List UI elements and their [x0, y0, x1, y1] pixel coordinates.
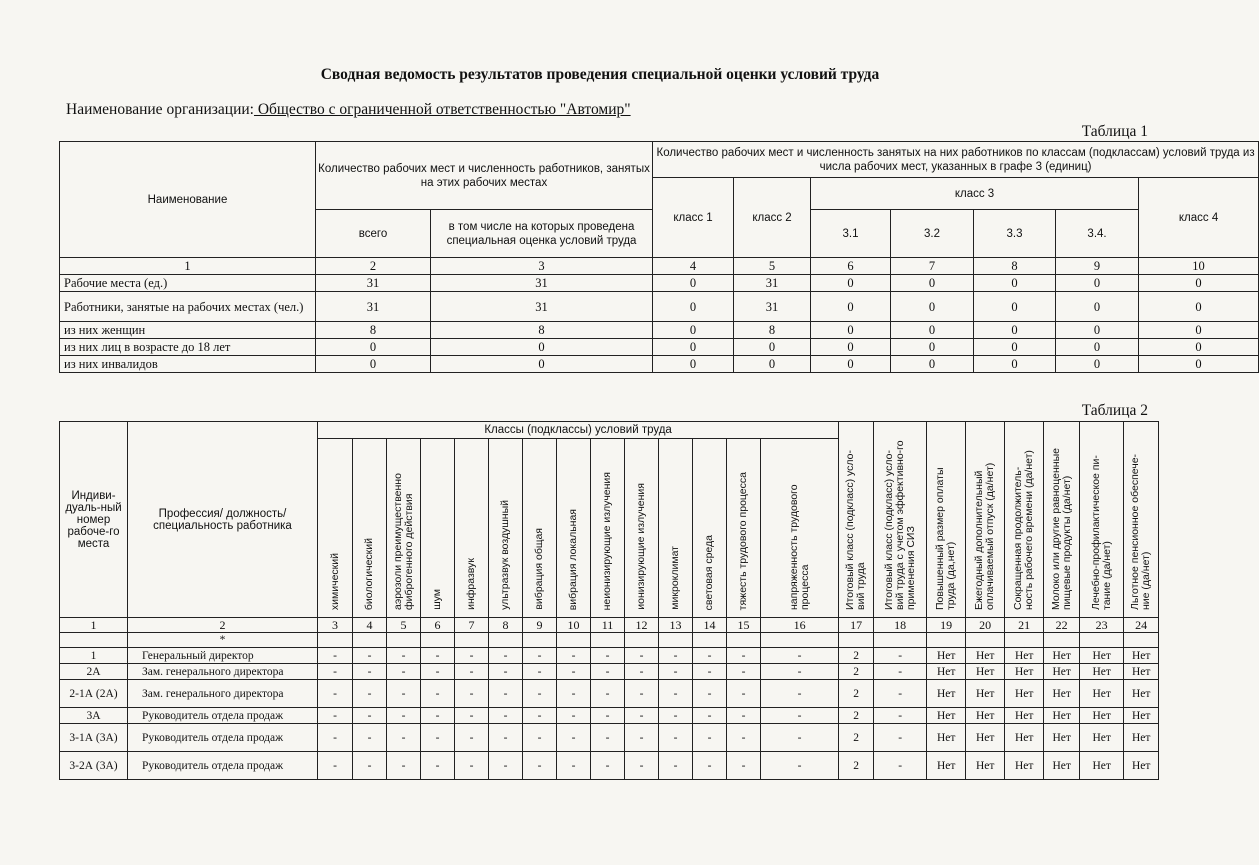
column-number: 18	[874, 618, 927, 633]
profession: Генеральный директор	[128, 648, 318, 664]
table-cell: 0	[891, 322, 974, 339]
cell-pension: Нет	[1124, 664, 1159, 680]
factor-value: -	[455, 680, 489, 708]
cell-final-siz: -	[874, 680, 927, 708]
row-label: из них инвалидов	[60, 356, 316, 373]
factor-value: -	[387, 708, 421, 724]
cell-hours: Нет	[1005, 724, 1044, 752]
table-row	[60, 680, 1159, 708]
column-number: 9	[1056, 258, 1139, 275]
header-class3-2: 3.2	[891, 210, 974, 258]
column-number: 7	[455, 618, 489, 633]
column-number: 1	[60, 258, 316, 275]
table-cell: 0	[1139, 292, 1259, 322]
factor-value: -	[421, 752, 455, 780]
profession: Руководитель отдела продаж	[128, 724, 318, 752]
table-cell: 0	[974, 356, 1056, 373]
table-row	[60, 322, 1259, 339]
table-cell: 0	[316, 339, 431, 356]
cell-pension: Нет	[1124, 680, 1159, 708]
column-number: 5	[387, 618, 421, 633]
column-number: 24	[1124, 618, 1159, 633]
factor-value: -	[455, 708, 489, 724]
factor-value: -	[489, 708, 523, 724]
header-profession: Профессия/ должность/ специальность работника	[128, 422, 318, 618]
factor-value: -	[557, 648, 591, 664]
table1-caption: Таблица 1	[1081, 123, 1148, 140]
table-row	[60, 339, 1259, 356]
header-assessed: в том числе на которых проведена специальная оценка условий труда	[431, 210, 653, 258]
column-number: 20	[966, 618, 1005, 633]
cell-final-siz: -	[874, 664, 927, 680]
table-cell: 0	[431, 356, 653, 373]
row-label: Рабочие места (ед.)	[60, 275, 316, 292]
factor-value: -	[727, 752, 761, 780]
table-cell: 31	[316, 292, 431, 322]
cell-pay: Нет	[927, 680, 966, 708]
factor-value: -	[557, 680, 591, 708]
factor-value: -	[625, 680, 659, 708]
cell-hours: Нет	[1005, 708, 1044, 724]
page-title: Сводная ведомость результатов проведения специальной оценки условий труда	[320, 66, 880, 83]
factor-value: -	[421, 664, 455, 680]
cell-final-siz: -	[874, 708, 927, 724]
factor-value: -	[693, 708, 727, 724]
table-cell: 0	[1056, 275, 1139, 292]
cell-pay: Нет	[927, 664, 966, 680]
table-cell: 0	[734, 356, 811, 373]
factor-value: -	[523, 724, 557, 752]
factor-value: -	[421, 648, 455, 664]
factor-value: -	[761, 664, 839, 680]
table-row	[60, 292, 1259, 322]
header-class3-1: 3.1	[811, 210, 891, 258]
cell-final: 2	[839, 648, 874, 664]
factor-value: -	[387, 648, 421, 664]
table-cell: 0	[811, 339, 891, 356]
factor-value: -	[659, 680, 693, 708]
factor-value: -	[421, 708, 455, 724]
factor-header: инфразвук	[455, 439, 489, 618]
factor-value: -	[523, 664, 557, 680]
factor-value: -	[489, 664, 523, 680]
table-cell: 0	[653, 292, 734, 322]
factor-value: -	[353, 680, 387, 708]
cell-milk: Нет	[1044, 708, 1080, 724]
factor-header: тяжесть трудового процесса	[727, 439, 761, 618]
workplace-id: 3А	[60, 708, 128, 724]
cell-leave: Нет	[966, 724, 1005, 752]
header-class3-3: 3.3	[974, 210, 1056, 258]
cell-milk: Нет	[1044, 648, 1080, 664]
table-cell: 0	[1056, 339, 1139, 356]
factor-header: неионизирующие излучения	[591, 439, 625, 618]
header-class1: класс 1	[653, 178, 734, 258]
profession: Зам. генерального директора	[128, 664, 318, 680]
factor-value: -	[625, 724, 659, 752]
factor-value: -	[489, 648, 523, 664]
column-number: 15	[727, 618, 761, 633]
factor-header: микроклимат	[659, 439, 693, 618]
factor-value: -	[693, 680, 727, 708]
row-label: Работники, занятые на рабочих местах (чел.)	[60, 292, 316, 322]
factor-value: -	[727, 680, 761, 708]
header-hours: Сокращенная продолжитель-ность рабочего времени (да/нет)	[1005, 422, 1044, 618]
column-number: 4	[653, 258, 734, 275]
factor-value: -	[557, 664, 591, 680]
header-name: Наименование	[60, 142, 316, 258]
cell-leave: Нет	[966, 708, 1005, 724]
workplace-id: 2А	[60, 664, 128, 680]
factor-header: шум	[421, 439, 455, 618]
factor-value: -	[761, 708, 839, 724]
column-number: 11	[591, 618, 625, 633]
factor-value: -	[318, 648, 353, 664]
cell-leave: Нет	[966, 752, 1005, 780]
cell-final: 2	[839, 752, 874, 780]
column-number: 22	[1044, 618, 1080, 633]
column-number: 19	[927, 618, 966, 633]
factor-value: -	[353, 664, 387, 680]
column-number: 6	[811, 258, 891, 275]
factor-value: -	[523, 680, 557, 708]
header-food: Лечебно-профилактическое пи-тание (да/нет)	[1080, 422, 1124, 618]
header-total: всего	[316, 210, 431, 258]
factor-value: -	[625, 664, 659, 680]
cell-pension: Нет	[1124, 752, 1159, 780]
column-number: 8	[974, 258, 1056, 275]
factor-value: -	[659, 664, 693, 680]
workplace-id: 2-1А (2А)	[60, 680, 128, 708]
header-class3: класс 3	[811, 178, 1139, 210]
cell-pay: Нет	[927, 752, 966, 780]
header-count-group: Количество рабочих мест и численность работников, занятых на этих рабочих местах	[316, 142, 653, 210]
cell-food: Нет	[1080, 648, 1124, 664]
header-pension: Льготное пенсионное обеспече-ние (да/нет)	[1124, 422, 1159, 618]
table-cell: 0	[653, 339, 734, 356]
profession: Зам. генерального директора	[128, 680, 318, 708]
factor-value: -	[591, 680, 625, 708]
factor-header: вибрация общая	[523, 439, 557, 618]
header-workplace-id: Индиви-дуаль-ный номер рабоче-го места	[60, 422, 128, 618]
table-cell: 8	[734, 322, 811, 339]
cell-hours: Нет	[1005, 752, 1044, 780]
column-number: 3	[431, 258, 653, 275]
cell-pay: Нет	[927, 724, 966, 752]
cell-food: Нет	[1080, 708, 1124, 724]
column-number: 3	[318, 618, 353, 633]
factor-value: -	[659, 752, 693, 780]
table-cell: 0	[974, 275, 1056, 292]
factor-value: -	[318, 724, 353, 752]
factor-value: -	[727, 648, 761, 664]
factor-value: -	[761, 752, 839, 780]
column-number: 2	[128, 618, 318, 633]
column-number: 10	[1139, 258, 1259, 275]
table-cell: 0	[1139, 275, 1259, 292]
factor-value: -	[353, 648, 387, 664]
workplace-id: 3-1А (3А)	[60, 724, 128, 752]
header-classes-group: Классы (подклассы) условий труда	[318, 422, 839, 439]
table-cell: 0	[811, 292, 891, 322]
table-cell: 31	[734, 292, 811, 322]
summary-table	[59, 141, 1259, 373]
factor-value: -	[625, 708, 659, 724]
column-number: 5	[734, 258, 811, 275]
column-number: 6	[421, 618, 455, 633]
table-cell: 0	[891, 339, 974, 356]
factor-value: -	[591, 648, 625, 664]
cell-pay: Нет	[927, 648, 966, 664]
factor-value: -	[557, 752, 591, 780]
table-cell: 0	[974, 339, 1056, 356]
cell-pay: Нет	[927, 708, 966, 724]
factor-value: -	[591, 724, 625, 752]
column-number: 23	[1080, 618, 1124, 633]
factor-header: ультразвук воздушный	[489, 439, 523, 618]
cell-final-siz: -	[874, 724, 927, 752]
factor-value: -	[761, 680, 839, 708]
table-cell: 8	[431, 322, 653, 339]
column-number: 17	[839, 618, 874, 633]
factor-value: -	[489, 680, 523, 708]
organization-line	[66, 101, 631, 119]
cell-hours: Нет	[1005, 680, 1044, 708]
table-cell: 0	[1139, 356, 1259, 373]
column-number: 12	[625, 618, 659, 633]
table-row	[60, 356, 1259, 373]
table-cell: 0	[1139, 322, 1259, 339]
factor-value: -	[727, 708, 761, 724]
table-row	[60, 752, 1159, 780]
header-class3-4: 3.4.	[1056, 210, 1139, 258]
cell-milk: Нет	[1044, 752, 1080, 780]
table-row	[60, 275, 1259, 292]
cell-final: 2	[839, 680, 874, 708]
factor-value: -	[455, 724, 489, 752]
factor-value: -	[421, 680, 455, 708]
factor-value: -	[421, 724, 455, 752]
table-row	[60, 664, 1159, 680]
factor-value: -	[387, 724, 421, 752]
table-cell: 0	[811, 356, 891, 373]
factor-value: -	[455, 752, 489, 780]
table-cell: 31	[431, 275, 653, 292]
table-cell: 0	[1139, 339, 1259, 356]
factor-value: -	[455, 664, 489, 680]
column-number: 13	[659, 618, 693, 633]
table-cell: 0	[891, 356, 974, 373]
cell-food: Нет	[1080, 724, 1124, 752]
column-number: 9	[523, 618, 557, 633]
profession: Руководитель отдела продаж	[128, 708, 318, 724]
factor-value: -	[489, 752, 523, 780]
factor-value: -	[591, 708, 625, 724]
table-cell: 0	[653, 322, 734, 339]
table-cell: 0	[974, 322, 1056, 339]
column-number: 14	[693, 618, 727, 633]
cell-food: Нет	[1080, 664, 1124, 680]
factor-value: -	[523, 648, 557, 664]
factor-value: -	[727, 724, 761, 752]
factor-value: -	[318, 708, 353, 724]
table-cell: 31	[316, 275, 431, 292]
factor-value: -	[659, 648, 693, 664]
factor-header: вибрация локальная	[557, 439, 591, 618]
factor-value: -	[353, 724, 387, 752]
header-final-class-siz: Итоговый класс (подкласс) усло-вий труда с учетом эффективно-го применения СИЗ	[874, 422, 927, 618]
factor-value: -	[523, 752, 557, 780]
table-cell: 0	[1056, 292, 1139, 322]
table-cell: 0	[1056, 322, 1139, 339]
table-cell: 0	[891, 292, 974, 322]
factor-value: -	[557, 724, 591, 752]
table-row	[60, 648, 1159, 664]
factor-value: -	[318, 680, 353, 708]
column-number: 1	[60, 618, 128, 633]
cell-milk: Нет	[1044, 724, 1080, 752]
cell-hours: Нет	[1005, 664, 1044, 680]
factor-value: -	[659, 724, 693, 752]
cell-milk: Нет	[1044, 664, 1080, 680]
column-number: 8	[489, 618, 523, 633]
cell-hours: Нет	[1005, 648, 1044, 664]
factor-value: -	[387, 752, 421, 780]
factor-value: -	[761, 724, 839, 752]
table-cell: 0	[1056, 356, 1139, 373]
star-row	[60, 633, 1159, 648]
factor-value: -	[659, 708, 693, 724]
factor-value: -	[387, 680, 421, 708]
table-cell: 0	[974, 292, 1056, 322]
table-cell: 8	[316, 322, 431, 339]
cell-final-siz: -	[874, 752, 927, 780]
table-cell: 0	[811, 322, 891, 339]
factor-header: ионизирующие излучения	[625, 439, 659, 618]
column-number: 16	[761, 618, 839, 633]
header-class2: класс 2	[734, 178, 811, 258]
table-cell: 31	[431, 292, 653, 322]
cell-pension: Нет	[1124, 724, 1159, 752]
factor-value: -	[523, 708, 557, 724]
factor-value: -	[489, 724, 523, 752]
column-number: 7	[891, 258, 974, 275]
header-class4: класс 4	[1139, 178, 1259, 258]
table-cell: 31	[734, 275, 811, 292]
factor-value: -	[353, 708, 387, 724]
factor-value: -	[693, 664, 727, 680]
cell-final: 2	[839, 708, 874, 724]
star-marker: *	[128, 633, 318, 648]
column-number: 10	[557, 618, 591, 633]
header-class-group: Количество рабочих мест и численность занятых на них работников по классам (подклассам) условий труда из числа рабочих мест, указанных в графе 3 (единиц)	[653, 142, 1259, 178]
factor-value: -	[693, 724, 727, 752]
factor-value: -	[591, 752, 625, 780]
column-numbers-row	[60, 258, 1259, 275]
table-cell: 0	[653, 356, 734, 373]
cell-pension: Нет	[1124, 708, 1159, 724]
factor-value: -	[625, 752, 659, 780]
factor-value: -	[693, 648, 727, 664]
table-cell: 0	[811, 275, 891, 292]
header-pay: Повышенный размер оплаты труда (да,нет)	[927, 422, 966, 618]
factor-value: -	[761, 648, 839, 664]
workplace-table	[59, 421, 1159, 780]
column-numbers-row	[60, 618, 1159, 633]
factor-header: световая среда	[693, 439, 727, 618]
table-row	[60, 708, 1159, 724]
factor-header: аэрозоли преимущественно фиброгенного действия	[387, 439, 421, 618]
factor-value: -	[387, 664, 421, 680]
table-cell: 0	[316, 356, 431, 373]
factor-header: биологический	[353, 439, 387, 618]
header-milk: Молоко или другие равноценные пищевые продукты (да/нет)	[1044, 422, 1080, 618]
cell-leave: Нет	[966, 648, 1005, 664]
factor-value: -	[591, 664, 625, 680]
table-cell: 0	[653, 275, 734, 292]
row-label: из них лиц в возрасте до 18 лет	[60, 339, 316, 356]
workplace-id: 3-2А (3А)	[60, 752, 128, 780]
row-label: из них женщин	[60, 322, 316, 339]
header-final-class: Итоговый класс (подкласс) усло-вий труда	[839, 422, 874, 618]
table-row	[60, 724, 1159, 752]
cell-food: Нет	[1080, 680, 1124, 708]
table2-caption: Таблица 2	[1081, 402, 1148, 419]
column-number: 2	[316, 258, 431, 275]
cell-pension: Нет	[1124, 648, 1159, 664]
cell-milk: Нет	[1044, 680, 1080, 708]
organization-name: Общество с ограниченной ответственностью "Автомир"	[253, 101, 631, 118]
factor-value: -	[455, 648, 489, 664]
cell-food: Нет	[1080, 752, 1124, 780]
factor-value: -	[693, 752, 727, 780]
table-cell: 0	[431, 339, 653, 356]
column-number: 21	[1005, 618, 1044, 633]
cell-final: 2	[839, 724, 874, 752]
column-number: 4	[353, 618, 387, 633]
factor-value: -	[318, 752, 353, 780]
table-cell: 0	[734, 339, 811, 356]
cell-final: 2	[839, 664, 874, 680]
factor-value: -	[727, 664, 761, 680]
cell-final-siz: -	[874, 648, 927, 664]
factor-value: -	[557, 708, 591, 724]
table-cell: 0	[891, 275, 974, 292]
factor-value: -	[318, 664, 353, 680]
workplace-id: 1	[60, 648, 128, 664]
factor-value: -	[625, 648, 659, 664]
factor-header: химический	[318, 439, 353, 618]
cell-leave: Нет	[966, 680, 1005, 708]
organization-label: Наименование организации:	[66, 101, 254, 118]
header-leave: Ежегодный дополнительный оплачиваемый отпуск (да/нет)	[966, 422, 1005, 618]
factor-header: напряженность трудового процесса	[761, 439, 839, 618]
cell-leave: Нет	[966, 664, 1005, 680]
profession: Руководитель отдела продаж	[128, 752, 318, 780]
factor-value: -	[353, 752, 387, 780]
